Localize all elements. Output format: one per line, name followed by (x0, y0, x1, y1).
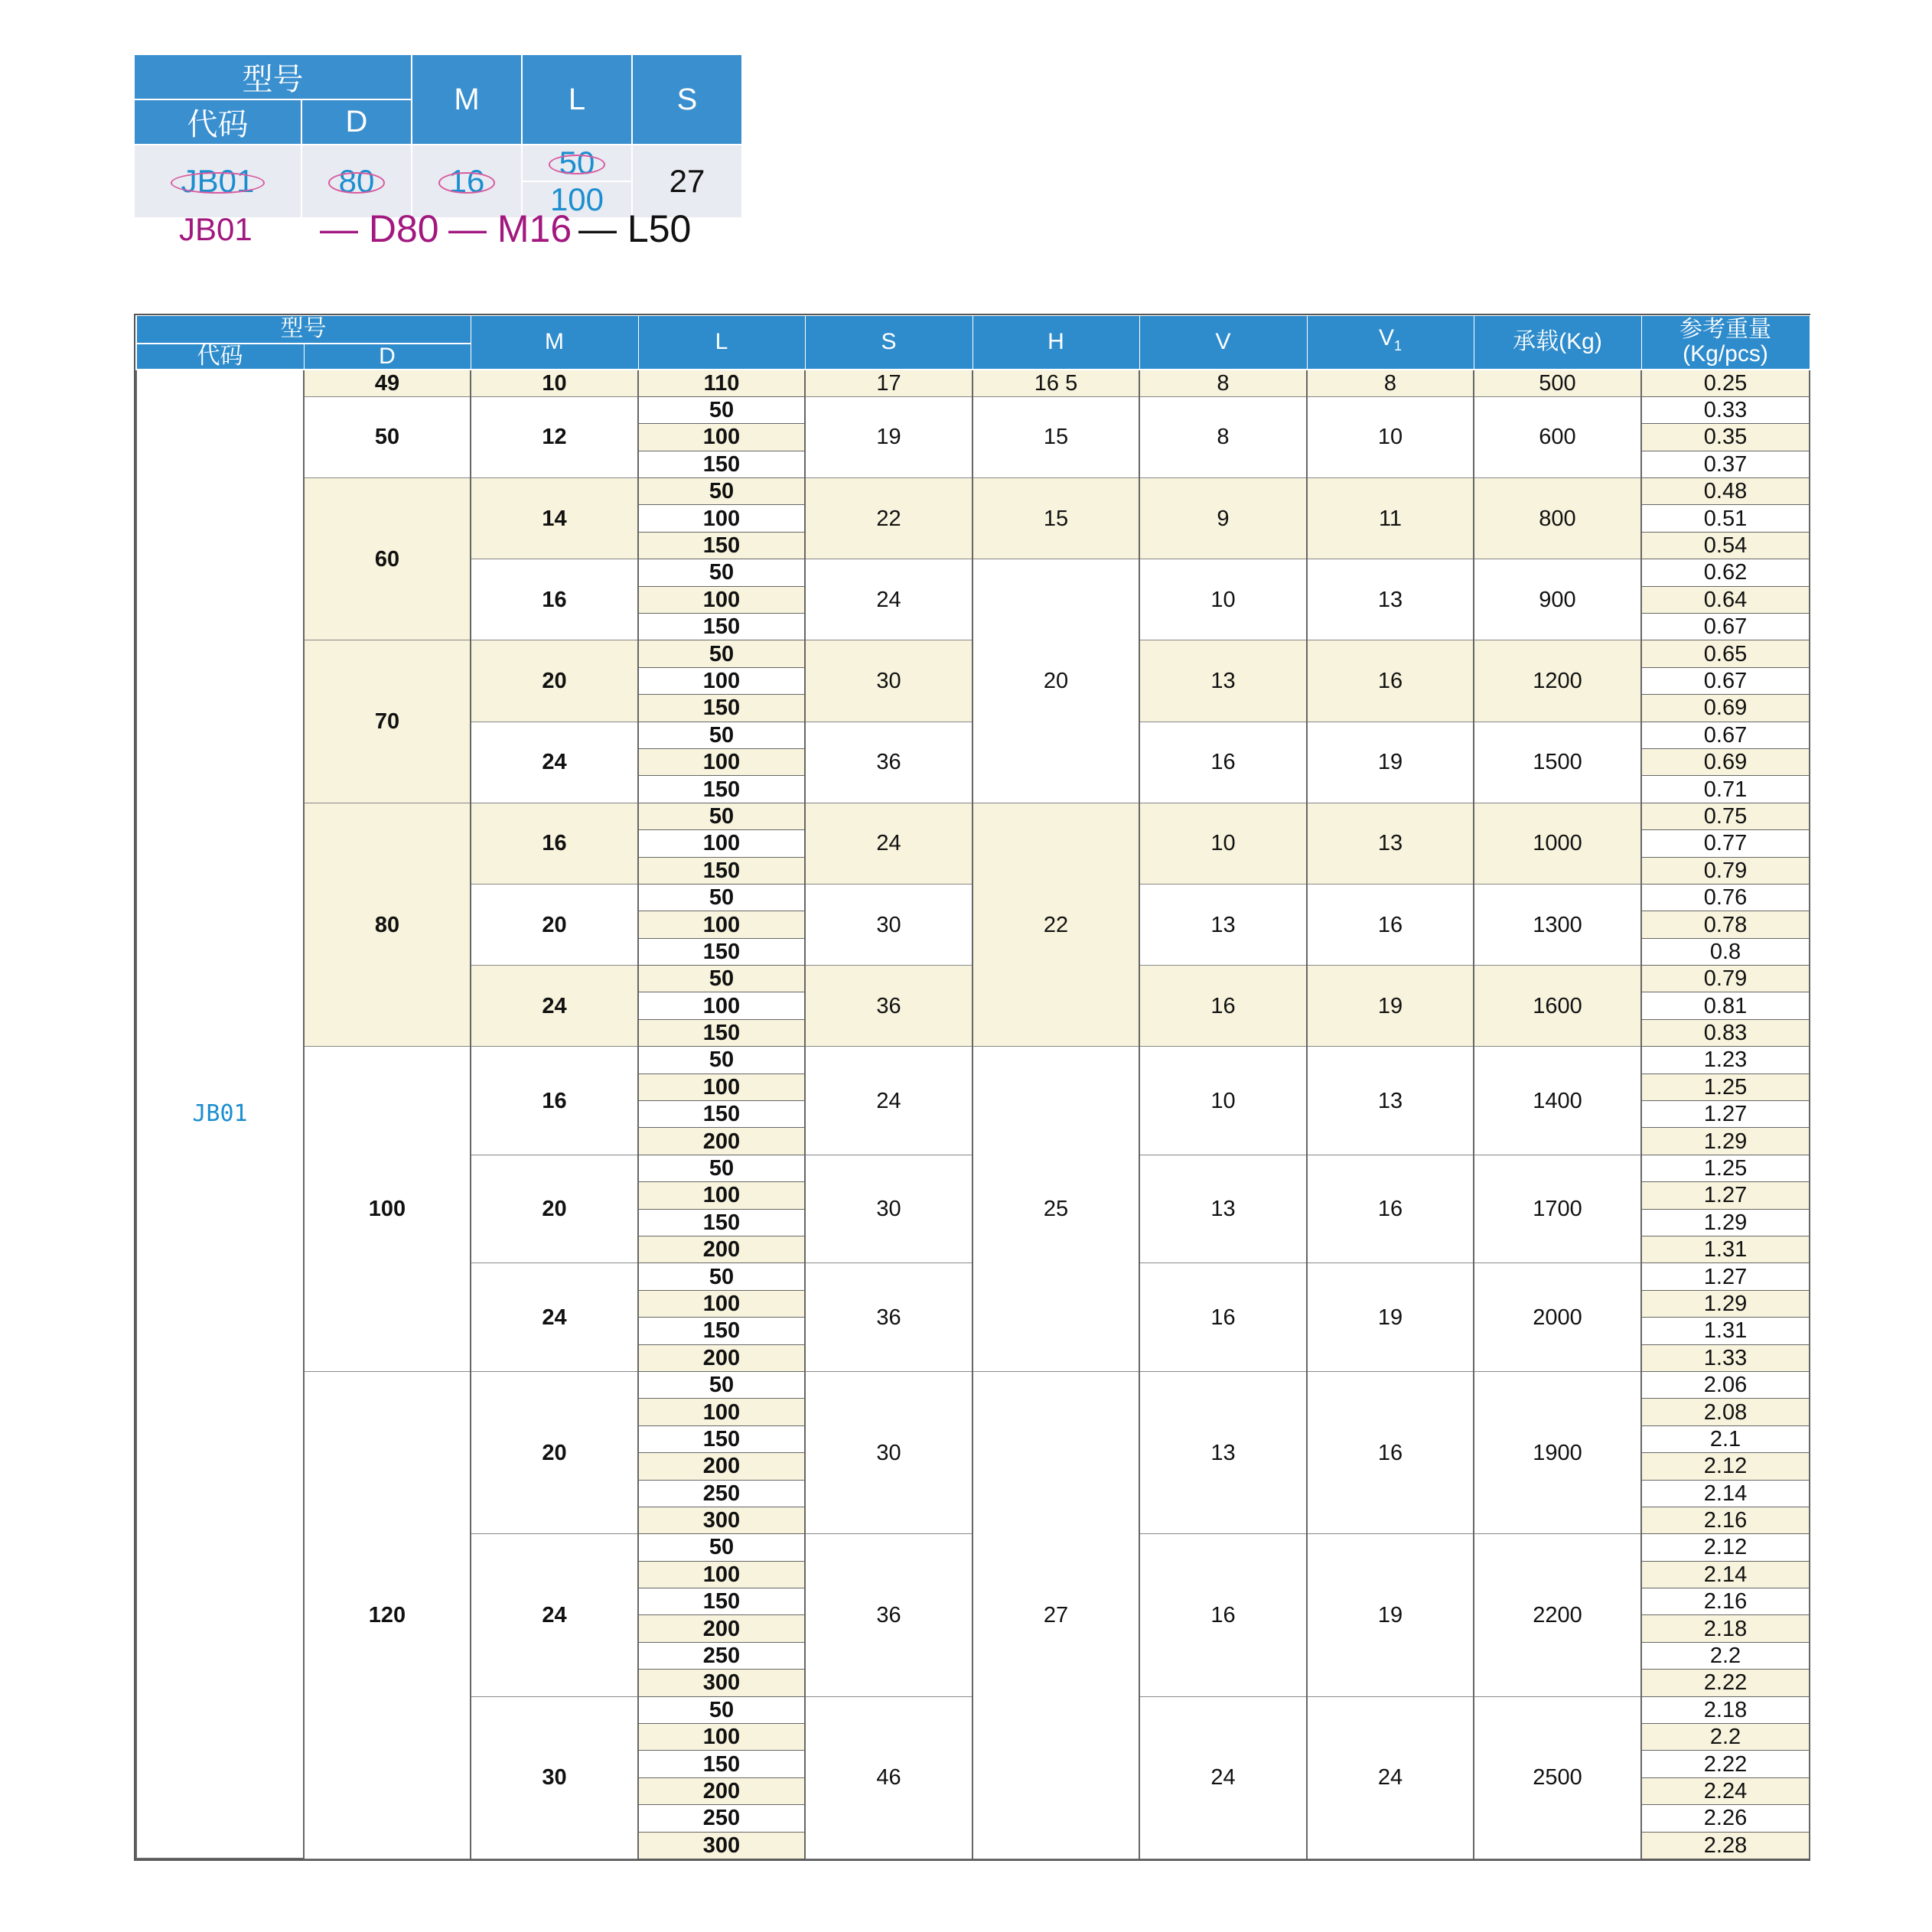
weight-cell: 2.18 (1641, 1615, 1810, 1642)
l-cell: 50 (638, 966, 805, 992)
d-cell: 120 (304, 1371, 471, 1859)
load-cell: 1000 (1474, 803, 1641, 884)
s-cell: 17 (805, 370, 973, 397)
h-cell: 15 (973, 396, 1139, 477)
formula-d: — D80 (320, 207, 439, 250)
v1-cell: 16 (1307, 1155, 1474, 1263)
example-s-value: 27 (632, 145, 742, 218)
weight-cell: 2.16 (1641, 1507, 1810, 1533)
weight-cell: 0.67 (1641, 722, 1810, 748)
l-cell: 150 (638, 1751, 805, 1777)
weight-cell: 1.27 (1641, 1182, 1810, 1209)
formula-l: — L50 (578, 207, 692, 250)
header-h: H (973, 316, 1139, 370)
weight-cell: 2.2 (1641, 1642, 1810, 1669)
weight-cell: 1.25 (1641, 1155, 1810, 1181)
l-cell: 100 (638, 992, 805, 1019)
weight-cell: 0.64 (1641, 586, 1810, 613)
l-cell: 50 (638, 1534, 805, 1561)
v1-cell: 13 (1307, 1047, 1474, 1155)
weight-cell: 1.29 (1641, 1209, 1810, 1236)
weight-cell: 0.33 (1641, 396, 1810, 423)
l-cell: 100 (638, 424, 805, 451)
s-cell: 30 (805, 1371, 973, 1533)
h-cell: 25 (973, 1047, 1139, 1372)
v1-cell: 13 (1307, 803, 1474, 884)
load-cell: 800 (1474, 478, 1641, 559)
m-cell: 20 (471, 640, 638, 722)
header-load: 承载(Kg) (1474, 316, 1641, 370)
weight-cell: 0.76 (1641, 884, 1810, 911)
weight-cell: 2.06 (1641, 1371, 1810, 1398)
l-cell: 100 (638, 1561, 805, 1588)
weight-cell: 0.65 (1641, 640, 1810, 667)
example-d-value: 80 (334, 163, 380, 200)
v1-cell: 19 (1307, 1534, 1474, 1696)
l-cell: 300 (638, 1832, 805, 1859)
weight-cell: 2.18 (1641, 1696, 1810, 1723)
load-cell: 1500 (1474, 722, 1641, 803)
s-cell: 36 (805, 966, 973, 1047)
h-cell: 20 (973, 559, 1139, 803)
header-model: 型号 (136, 316, 471, 344)
s-cell: 30 (805, 1155, 973, 1263)
d-cell: 80 (304, 803, 471, 1047)
m-cell: 16 (471, 559, 638, 640)
m-cell: 10 (471, 370, 638, 397)
load-cell: 1600 (1474, 966, 1641, 1047)
example-header-m: M (412, 54, 522, 145)
s-cell: 30 (805, 640, 973, 722)
l-cell: 100 (638, 586, 805, 613)
weight-cell: 0.83 (1641, 1019, 1810, 1046)
weight-cell: 2.16 (1641, 1588, 1810, 1615)
m-cell: 20 (471, 1371, 638, 1533)
v-cell: 16 (1139, 966, 1307, 1047)
weight-cell: 0.54 (1641, 532, 1810, 559)
ordering-example (133, 54, 743, 250)
v1-cell: 11 (1307, 478, 1474, 559)
d-cell: 50 (304, 396, 471, 477)
table-row (136, 803, 1810, 829)
l-cell: 50 (638, 1047, 805, 1074)
weight-cell: 1.29 (1641, 1128, 1810, 1155)
load-cell: 2200 (1474, 1534, 1641, 1696)
v-cell: 13 (1139, 1371, 1307, 1533)
v1-cell: 19 (1307, 722, 1474, 803)
weight-cell: 2.1 (1641, 1425, 1810, 1452)
h-cell: 22 (973, 803, 1139, 1047)
s-cell: 24 (805, 559, 973, 640)
weight-cell: 1.29 (1641, 1290, 1810, 1317)
l-cell: 50 (638, 1155, 805, 1181)
load-cell: 1700 (1474, 1155, 1641, 1263)
weight-cell: 0.69 (1641, 748, 1810, 775)
l-cell: 100 (638, 1399, 805, 1425)
l-cell: 50 (638, 1371, 805, 1398)
l-cell: 50 (638, 722, 805, 748)
weight-cell: 2.24 (1641, 1777, 1810, 1804)
table-row (136, 396, 1810, 423)
l-cell: 150 (638, 1318, 805, 1344)
l-cell: 200 (638, 1777, 805, 1804)
d-cell: 70 (304, 640, 471, 803)
m-cell: 12 (471, 396, 638, 477)
l-cell: 150 (638, 1019, 805, 1046)
v-cell: 24 (1139, 1696, 1307, 1859)
l-cell: 50 (638, 559, 805, 586)
l-cell: 150 (638, 776, 805, 803)
l-cell: 150 (638, 1101, 805, 1128)
v-cell: 16 (1139, 1263, 1307, 1372)
weight-cell: 0.37 (1641, 451, 1810, 477)
l-cell: 100 (638, 1182, 805, 1209)
v1-cell: 24 (1307, 1696, 1474, 1859)
weight-cell: 2.14 (1641, 1561, 1810, 1588)
weight-cell: 2.12 (1641, 1453, 1810, 1480)
weight-cell: 0.77 (1641, 830, 1810, 857)
l-cell: 100 (638, 1074, 805, 1100)
h-cell: 16 5 (973, 370, 1139, 397)
weight-cell: 2.08 (1641, 1399, 1810, 1425)
load-cell: 1900 (1474, 1371, 1641, 1533)
l-cell: 50 (638, 884, 805, 911)
formula-m: — M16 (448, 207, 572, 250)
v-cell: 8 (1139, 396, 1307, 477)
l-cell: 200 (638, 1615, 805, 1642)
weight-cell: 0.48 (1641, 478, 1810, 505)
m-cell: 30 (471, 1696, 638, 1859)
v-cell: 10 (1139, 803, 1307, 884)
weight-cell: 0.25 (1641, 370, 1810, 397)
l-cell: 200 (638, 1236, 805, 1263)
v1-cell: 16 (1307, 1371, 1474, 1533)
weight-cell: 0.35 (1641, 424, 1810, 451)
header-d: D (304, 344, 471, 370)
example-m-value: 16 (445, 163, 490, 200)
v-cell: 8 (1139, 370, 1307, 397)
m-cell: 24 (471, 1263, 638, 1372)
l-cell: 100 (638, 748, 805, 775)
weight-cell: 2.22 (1641, 1751, 1810, 1777)
weight-cell: 0.69 (1641, 695, 1810, 722)
d-cell: 60 (304, 478, 471, 640)
weight-cell: 1.27 (1641, 1263, 1810, 1290)
l-cell: 100 (638, 667, 805, 694)
d-cell: 100 (304, 1047, 471, 1372)
l-cell: 50 (638, 803, 805, 829)
m-cell: 24 (471, 1534, 638, 1696)
v1-cell: 16 (1307, 884, 1474, 965)
l-cell: 200 (638, 1128, 805, 1155)
s-cell: 19 (805, 396, 973, 477)
weight-cell: 1.25 (1641, 1074, 1810, 1100)
v-cell: 10 (1139, 559, 1307, 640)
m-cell: 16 (471, 803, 638, 884)
l-cell: 100 (638, 911, 805, 938)
load-cell: 500 (1474, 370, 1641, 397)
l-cell: 150 (638, 1425, 805, 1452)
v-cell: 16 (1139, 722, 1307, 803)
l-cell: 300 (638, 1670, 805, 1696)
v-cell: 10 (1139, 1047, 1307, 1155)
l-cell: 300 (638, 1507, 805, 1533)
l-cell: 200 (638, 1453, 805, 1480)
s-cell: 36 (805, 1263, 973, 1372)
h-cell: 15 (973, 478, 1139, 559)
m-cell: 20 (471, 884, 638, 965)
v-cell: 9 (1139, 478, 1307, 559)
weight-cell: 2.14 (1641, 1480, 1810, 1507)
l-cell: 50 (638, 396, 805, 423)
weight-cell: 0.79 (1641, 857, 1810, 884)
m-cell: 16 (471, 1047, 638, 1155)
s-cell: 24 (805, 803, 973, 884)
example-header-l: L (522, 54, 632, 145)
s-cell: 24 (805, 1047, 973, 1155)
v-cell: 16 (1139, 1534, 1307, 1696)
weight-cell: 1.31 (1641, 1318, 1810, 1344)
spec-table (135, 315, 1810, 1859)
l-cell: 150 (638, 451, 805, 477)
example-l-option-selected: 50 (555, 145, 600, 181)
v1-cell: 16 (1307, 640, 1474, 722)
l-cell: 150 (638, 532, 805, 559)
example-code-value: JB01 (177, 163, 259, 200)
load-cell: 900 (1474, 559, 1641, 640)
l-cell: 100 (638, 1724, 805, 1751)
v-cell: 13 (1139, 640, 1307, 722)
weight-cell: 0.81 (1641, 992, 1810, 1019)
v1-cell: 19 (1307, 1263, 1474, 1372)
header-m: M (471, 316, 638, 370)
header-code: 代码 (136, 344, 304, 370)
weight-cell: 1.27 (1641, 1101, 1810, 1128)
weight-cell: 0.67 (1641, 667, 1810, 694)
table-row (136, 478, 1810, 505)
s-cell: 36 (805, 1534, 973, 1696)
l-cell: 150 (638, 695, 805, 722)
weight-cell: 0.71 (1641, 776, 1810, 803)
weight-cell: 0.75 (1641, 803, 1810, 829)
v1-cell: 10 (1307, 396, 1474, 477)
v1-cell: 13 (1307, 559, 1474, 640)
load-cell: 1200 (1474, 640, 1641, 722)
table-row (136, 1371, 1810, 1398)
header-v1: $V_1$ (1307, 316, 1474, 370)
weight-cell: 0.67 (1641, 614, 1810, 640)
s-cell: 46 (805, 1696, 973, 1859)
v-cell: 13 (1139, 1155, 1307, 1263)
example-header-d: D (301, 99, 412, 145)
m-cell: 24 (471, 722, 638, 803)
spec-table-container (134, 314, 1810, 1861)
header-l: L (638, 316, 805, 370)
l-cell: 150 (638, 938, 805, 965)
v1-cell: 19 (1307, 966, 1474, 1047)
v-cell: 13 (1139, 884, 1307, 965)
formula-code: JB01 (179, 211, 252, 247)
h-cell: 27 (973, 1371, 1139, 1859)
code-cell: JB01 (136, 370, 304, 1859)
m-cell: 14 (471, 478, 638, 559)
l-cell: 100 (638, 505, 805, 532)
weight-cell: 2.2 (1641, 1724, 1810, 1751)
l-cell: 50 (638, 1696, 805, 1723)
m-cell: 24 (471, 966, 638, 1047)
header-weight: 参考重量 (Kg/pcs) (1641, 316, 1810, 370)
l-cell: 150 (638, 1588, 805, 1615)
l-cell: 50 (638, 1263, 805, 1290)
table-row (136, 1047, 1810, 1074)
weight-cell: 0.79 (1641, 966, 1810, 992)
l-cell: 110 (638, 370, 805, 397)
l-cell: 250 (638, 1805, 805, 1832)
weight-cell: 0.8 (1641, 938, 1810, 965)
s-cell: 36 (805, 722, 973, 803)
l-cell: 250 (638, 1642, 805, 1669)
example-part-number (133, 207, 730, 260)
weight-cell: 2.22 (1641, 1670, 1810, 1696)
example-header-code: 代码 (134, 99, 301, 145)
load-cell: 2500 (1474, 1696, 1641, 1859)
spec-table-body (136, 370, 1810, 1859)
table-row (136, 370, 1810, 397)
l-cell: 100 (638, 830, 805, 857)
example-header-model: 型号 (134, 54, 412, 99)
l-cell: 150 (638, 857, 805, 884)
s-cell: 30 (805, 884, 973, 965)
weight-cell: 0.78 (1641, 911, 1810, 938)
load-cell: 1300 (1474, 884, 1641, 965)
weight-cell: 2.28 (1641, 1832, 1810, 1859)
example-header-s: S (632, 54, 742, 145)
load-cell: 2000 (1474, 1263, 1641, 1372)
v1-cell: 8 (1307, 370, 1474, 397)
l-cell: 200 (638, 1344, 805, 1371)
header-v: V (1139, 316, 1307, 370)
load-cell: 1400 (1474, 1047, 1641, 1155)
example-l-option: 100 (523, 181, 631, 217)
weight-cell: 2.12 (1641, 1534, 1810, 1561)
weight-cell: 1.23 (1641, 1047, 1810, 1074)
header-s: S (805, 316, 973, 370)
s-cell: 22 (805, 478, 973, 559)
weight-cell: 0.62 (1641, 559, 1810, 586)
l-cell: 100 (638, 1290, 805, 1317)
weight-cell: 0.51 (1641, 505, 1810, 532)
m-cell: 20 (471, 1155, 638, 1263)
l-cell: 150 (638, 614, 805, 640)
l-cell: 50 (638, 478, 805, 505)
l-cell: 50 (638, 640, 805, 667)
load-cell: 600 (1474, 396, 1641, 477)
l-cell: 150 (638, 1209, 805, 1236)
example-table (133, 54, 743, 219)
l-cell: 250 (638, 1480, 805, 1507)
weight-cell: 1.31 (1641, 1236, 1810, 1263)
weight-cell: 2.26 (1641, 1805, 1810, 1832)
weight-cell: 1.33 (1641, 1344, 1810, 1371)
d-cell: 49 (304, 370, 471, 397)
